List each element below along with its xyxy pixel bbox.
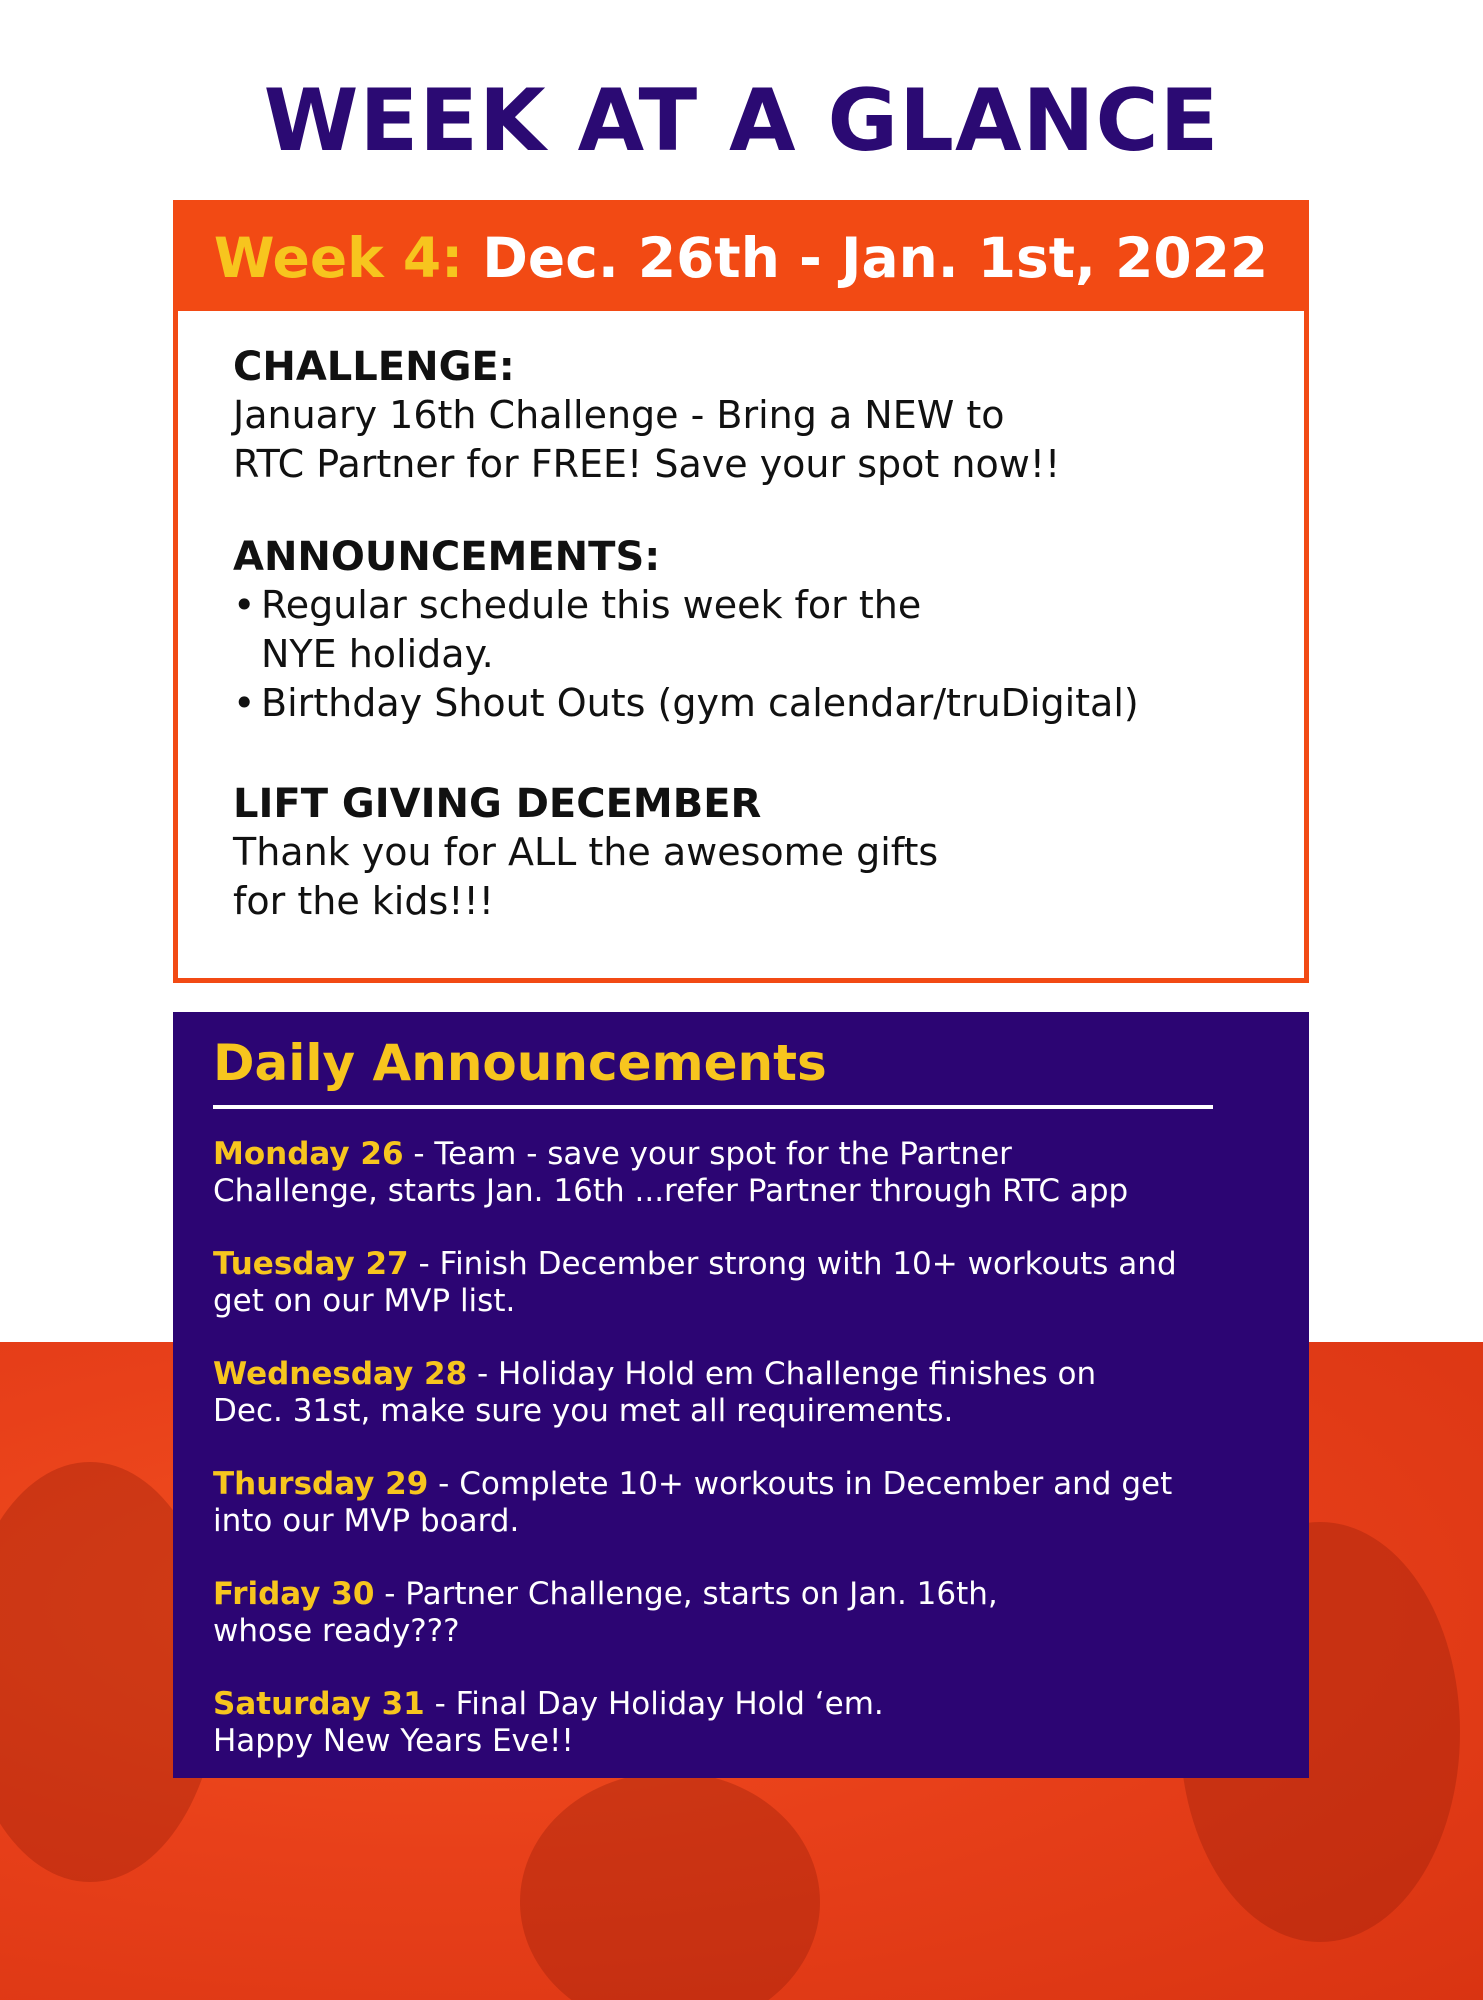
day-text-line1: - Finish December strong with 10+ workouts and — [408, 1246, 1177, 1282]
announcement-item — [233, 679, 1293, 728]
day-item-friday — [213, 1576, 1273, 1650]
divider — [213, 1105, 1213, 1109]
week-label: Week 4: — [213, 226, 464, 290]
challenge-text-line1: January 16th Challenge - Bring a NEW to — [233, 393, 1005, 437]
day-item-saturday — [213, 1686, 1273, 1760]
day-text-line1: - Holiday Hold em Challenge finishes on — [467, 1356, 1097, 1392]
day-name: Saturday 31 — [213, 1686, 425, 1722]
day-item-monday — [213, 1136, 1273, 1210]
week-header — [178, 205, 1304, 311]
day-text-line1: - Team - save your spot for the Partner — [403, 1136, 1012, 1172]
day-text-line2: whose ready??? — [213, 1613, 460, 1649]
announcement-item-line1: Birthday Shout Outs (gym calendar/truDigital) — [261, 681, 1139, 725]
day-text-line1: - Partner Challenge, starts on Jan. 16th, — [374, 1576, 998, 1612]
challenge-heading: CHALLENGE: — [233, 344, 515, 390]
day-text-line1: - Final Day Holiday Hold ‘em. — [424, 1686, 884, 1722]
challenge-text-line2: RTC Partner for FREE! Save your spot now!! — [233, 442, 1061, 486]
lift-giving-text-line1: Thank you for ALL the awesome gifts — [233, 830, 939, 874]
daily-announcements-card — [173, 1012, 1309, 1778]
bullet-icon: • — [233, 681, 256, 725]
announcement-item-line1: Regular schedule this week for the — [261, 583, 922, 627]
week-body — [233, 343, 1293, 970]
week-dates: Dec. 26th - Jan. 1st, 2022 — [482, 226, 1269, 290]
announcements-section — [233, 533, 1293, 728]
challenge-section — [233, 343, 1293, 489]
day-text-line2: Challenge, starts Jan. 16th ...refer Partner through RTC app — [213, 1173, 1129, 1209]
announcements-heading: ANNOUNCEMENTS: — [233, 534, 661, 580]
day-item-thursday — [213, 1466, 1273, 1540]
announcement-item — [233, 581, 1293, 679]
day-name: Tuesday 27 — [213, 1246, 409, 1282]
day-name: Monday 26 — [213, 1136, 404, 1172]
day-item-tuesday — [213, 1246, 1273, 1320]
lift-giving-heading: LIFT GIVING DECEMBER — [233, 781, 762, 827]
day-text-line2: get on our MVP list. — [213, 1283, 516, 1319]
day-text-line2: Happy New Years Eve!! — [213, 1723, 574, 1759]
page-title: WEEK AT A GLANCE — [263, 71, 1220, 171]
day-text-line1: - Complete 10+ workouts in December and get — [428, 1466, 1173, 1502]
lift-giving-section — [233, 780, 1293, 926]
day-name: Friday 30 — [213, 1576, 375, 1612]
day-name: Wednesday 28 — [213, 1356, 468, 1392]
daily-list — [213, 1136, 1273, 1796]
daily-announcements-heading: Daily Announcements — [213, 1034, 827, 1092]
day-name: Thursday 29 — [213, 1466, 429, 1502]
day-text-line2: into our MVP board. — [213, 1503, 520, 1539]
lift-giving-text-line2: for the kids!!! — [233, 879, 494, 923]
week-card — [173, 200, 1309, 983]
day-item-wednesday — [213, 1356, 1273, 1430]
day-text-line2: Dec. 31st, make sure you met all requirements. — [213, 1393, 954, 1429]
announcement-item-line2: NYE holiday. — [261, 632, 494, 676]
bullet-icon: • — [233, 583, 256, 627]
